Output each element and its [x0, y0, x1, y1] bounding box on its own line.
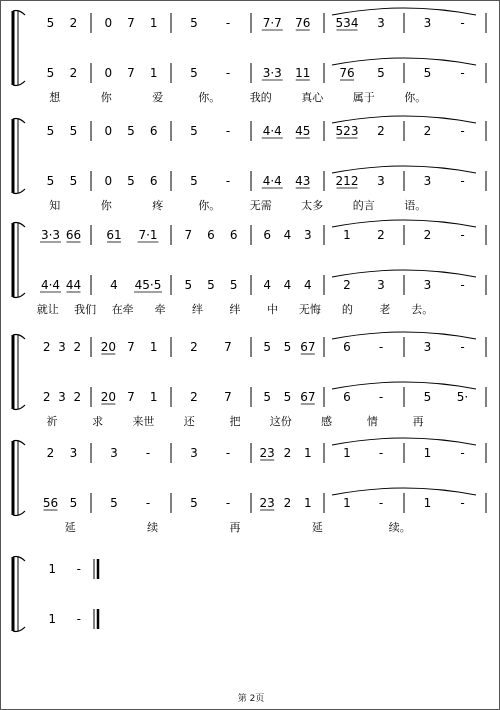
bracket-hook — [13, 405, 25, 410]
lower-note: - — [460, 174, 465, 188]
bracket-hook — [13, 335, 25, 340]
lyric-syllable: 爱 — [152, 91, 164, 104]
lower-note: 20 — [100, 390, 116, 404]
lyric-syllable: 你。 — [198, 91, 221, 104]
bracket-hook — [13, 189, 25, 194]
score-canvas — [1, 1, 500, 710]
upper-note: 1 — [423, 446, 432, 460]
lower-note: 5 — [46, 174, 55, 188]
lyric-syllable: 想 — [49, 91, 61, 104]
lyric-syllable: 感 — [321, 415, 333, 428]
upper-note: 67 — [300, 340, 316, 354]
lower-note: 5 — [423, 66, 432, 80]
lyric-syllable: 就让 — [36, 303, 59, 316]
lyric-syllable: 在牵 — [111, 303, 134, 316]
upper-note: 1 — [343, 446, 351, 460]
lower-note: 3·3 — [262, 66, 282, 80]
upper-note: 7·7 — [262, 16, 282, 30]
lower-note: 1 — [48, 612, 57, 626]
upper-note: 523 — [335, 124, 359, 138]
lyric-syllable: 疼 — [152, 199, 164, 212]
lower-note: 212 — [335, 174, 359, 188]
lower-note: - — [460, 496, 465, 510]
upper-note: - — [76, 562, 81, 576]
bracket-hook — [13, 223, 25, 228]
lower-note: - — [378, 390, 384, 404]
lower-note: 2 — [190, 390, 198, 404]
lower-note: 2 — [283, 496, 292, 510]
upper-note: 6 — [149, 124, 158, 138]
upper-note: - — [378, 446, 384, 460]
upper-note: 45 — [295, 124, 311, 138]
lower-note: 3 — [423, 174, 432, 188]
upper-note: 66 — [65, 228, 82, 242]
lyric-syllable: 还 — [183, 415, 195, 428]
lower-note: 5 — [190, 174, 198, 188]
lyric-syllable: 来世 — [132, 415, 155, 428]
lower-note: 0 — [104, 66, 113, 80]
lyric-syllable: 的言 — [352, 199, 375, 212]
upper-note: 534 — [335, 16, 359, 30]
lyric-syllable: 的 — [341, 303, 353, 316]
upper-note: 1 — [48, 562, 57, 576]
lyric-syllable: 中 — [266, 303, 278, 316]
lower-note: 2 — [69, 66, 78, 80]
lyric-syllable: 你。 — [404, 91, 427, 104]
upper-note: - — [225, 124, 231, 138]
upper-note: - — [460, 124, 465, 138]
lyric-syllable: 这份 — [269, 415, 292, 428]
lower-note: 4 — [110, 278, 118, 292]
upper-note: 5 — [283, 340, 292, 354]
lower-note: - — [460, 66, 465, 80]
lower-note: 11 — [295, 66, 311, 80]
lower-note: 7 — [127, 66, 135, 80]
bracket-hook — [13, 557, 25, 562]
lyric-syllable: 绊 — [192, 303, 204, 316]
lyric-syllable: 太多 — [301, 199, 324, 212]
upper-note: - — [460, 340, 465, 354]
upper-note: 5 — [46, 124, 55, 138]
lower-note: 6 — [343, 390, 351, 404]
lower-note: 45·5 — [134, 278, 162, 292]
lyric-syllable: 求 — [92, 415, 104, 428]
lower-note: 5 — [69, 174, 78, 188]
lyric-syllable: 再 — [412, 415, 424, 428]
upper-note: - — [225, 446, 231, 460]
lower-note: 5 — [423, 390, 432, 404]
lyric-syllable: 续 — [147, 521, 159, 534]
lower-note: 43 — [295, 174, 311, 188]
upper-note: 3 — [377, 16, 385, 30]
upper-note: 3 — [110, 446, 118, 460]
lyric-syllable: 情 — [366, 415, 378, 428]
lower-note: - — [76, 612, 81, 626]
bracket-hook — [13, 511, 25, 516]
upper-note: 7 — [184, 228, 193, 242]
lower-note: 5 — [190, 496, 198, 510]
lower-note: 5 — [190, 66, 198, 80]
lower-note: 1 — [149, 390, 158, 404]
lyric-syllable: 知 — [49, 199, 61, 212]
bracket-hook — [13, 293, 25, 298]
lower-note: 5 — [229, 278, 238, 292]
lower-note: 2 — [42, 390, 51, 404]
lyric-syllable: 真心 — [301, 91, 324, 104]
upper-note: 6 — [207, 228, 215, 242]
lower-note: 2 — [73, 390, 82, 404]
upper-note: 2 — [69, 16, 78, 30]
upper-note: 2 — [377, 124, 385, 138]
lower-note: 4 — [304, 278, 312, 292]
lyric-syllable: 语。 — [404, 199, 427, 212]
lower-note: 7 — [127, 390, 135, 404]
upper-note: 1 — [304, 446, 312, 460]
lower-note: 3 — [423, 278, 432, 292]
bracket-hook — [13, 627, 25, 632]
lyric-syllable: 去。 — [411, 303, 434, 316]
upper-note: - — [460, 446, 465, 460]
lyric-syllable: 祈 — [46, 415, 58, 428]
lower-note: 5 — [263, 390, 271, 404]
upper-note: 2 — [423, 228, 432, 242]
upper-note: 5 — [69, 124, 78, 138]
lower-note: 7 — [224, 390, 232, 404]
upper-note: 5 — [190, 124, 198, 138]
lower-note: 5 — [377, 66, 385, 80]
upper-note: 3 — [58, 340, 66, 354]
lyric-syllable: 我的 — [249, 91, 272, 104]
lower-note: 4·4 — [262, 174, 282, 188]
upper-note: 6 — [229, 228, 238, 242]
lower-note: 1 — [343, 496, 351, 510]
upper-note: 7 — [224, 340, 232, 354]
lower-note: 5 — [69, 496, 78, 510]
upper-note: 5 — [127, 124, 135, 138]
upper-note: 7 — [127, 16, 135, 30]
lower-note: 5· — [456, 390, 469, 404]
upper-note: 5 — [263, 340, 271, 354]
lyric-syllable: 再 — [229, 521, 241, 534]
upper-note: 2 — [283, 446, 292, 460]
lyric-syllable: 你。 — [198, 199, 221, 212]
upper-note: 2 — [377, 228, 385, 242]
upper-note: 20 — [100, 340, 116, 354]
upper-note: 0 — [104, 124, 113, 138]
upper-note: 4 — [283, 228, 292, 242]
lower-note: 2 — [343, 278, 351, 292]
lower-note: - — [225, 174, 231, 188]
lower-note: 44 — [65, 278, 82, 292]
upper-note: 6 — [343, 340, 351, 354]
upper-note: 7·1 — [138, 228, 158, 242]
lyric-syllable: 属于 — [352, 91, 375, 104]
lyric-syllable: 你 — [100, 199, 112, 212]
lyric-syllable: 延 — [64, 521, 76, 534]
upper-note: 3 — [423, 340, 432, 354]
lower-note: 67 — [300, 390, 316, 404]
upper-note: 3 — [190, 446, 198, 460]
lower-note: 3 — [58, 390, 66, 404]
upper-note: 4·4 — [262, 124, 282, 138]
upper-note: 1 — [343, 228, 351, 242]
lyric-syllable: 无悔 — [298, 303, 321, 316]
upper-note: 3 — [69, 446, 78, 460]
bracket-hook — [13, 119, 25, 124]
lower-note: 4 — [283, 278, 292, 292]
lower-note: - — [225, 496, 231, 510]
upper-note: - — [460, 16, 465, 30]
lower-note: 1 — [304, 496, 312, 510]
lower-note: 6 — [149, 174, 158, 188]
upper-note: 0 — [104, 16, 113, 30]
upper-note: 2 — [73, 340, 82, 354]
bracket-hook — [13, 441, 25, 446]
upper-note: 61 — [106, 228, 122, 242]
lyric-syllable: 延 — [311, 521, 323, 534]
lyric-syllable: 我们 — [74, 303, 97, 316]
upper-note: - — [145, 446, 151, 460]
lower-note: 5 — [110, 496, 118, 510]
bracket-hook — [13, 11, 25, 16]
upper-note: 6 — [263, 228, 271, 242]
lower-note: 0 — [104, 174, 113, 188]
lower-note: 56 — [42, 496, 59, 510]
lower-note: - — [378, 496, 384, 510]
upper-note: 5 — [46, 16, 55, 30]
lyric-syllable: 无需 — [249, 199, 272, 212]
upper-note: 23 — [259, 446, 275, 460]
upper-note: 2 — [423, 124, 432, 138]
lower-note: 4 — [263, 278, 271, 292]
lyric-syllable: 牵 — [154, 303, 166, 316]
lower-note: 76 — [339, 66, 355, 80]
lower-note: 4·4 — [40, 278, 61, 292]
upper-note: 2 — [190, 340, 198, 354]
lower-note: 5 — [184, 278, 193, 292]
upper-note: 2 — [46, 446, 55, 460]
lower-note: 5 — [283, 390, 292, 404]
upper-note: - — [225, 16, 231, 30]
page-number: 第 2页 — [237, 694, 265, 704]
lyric-syllable: 你 — [100, 91, 112, 104]
bracket-hook — [13, 81, 25, 86]
lower-note: 5 — [46, 66, 55, 80]
upper-note: 1 — [149, 16, 158, 30]
lyric-syllable: 把 — [229, 415, 241, 428]
lower-note: - — [145, 496, 151, 510]
upper-note: 3 — [423, 16, 432, 30]
upper-note: 2 — [42, 340, 51, 354]
upper-note: - — [460, 228, 465, 242]
lower-note: 1 — [149, 66, 158, 80]
upper-note: 76 — [295, 16, 311, 30]
lyric-syllable: 老 — [379, 303, 391, 316]
lyric-syllable: 续。 — [388, 521, 411, 534]
lyric-syllable: 绊 — [229, 303, 241, 316]
upper-note: 3 — [304, 228, 312, 242]
upper-note: 1 — [149, 340, 158, 354]
upper-note: - — [378, 340, 384, 354]
lower-note: 3 — [377, 174, 385, 188]
lower-note: - — [460, 278, 465, 292]
lower-note: 3 — [377, 278, 385, 292]
upper-note: 3·3 — [40, 228, 61, 242]
lower-note: 23 — [259, 496, 275, 510]
lower-note: 5 — [207, 278, 215, 292]
lower-note: 1 — [423, 496, 432, 510]
lower-note: - — [225, 66, 231, 80]
lower-note: 5 — [127, 174, 135, 188]
upper-note: 7 — [127, 340, 135, 354]
upper-note: 5 — [190, 16, 198, 30]
